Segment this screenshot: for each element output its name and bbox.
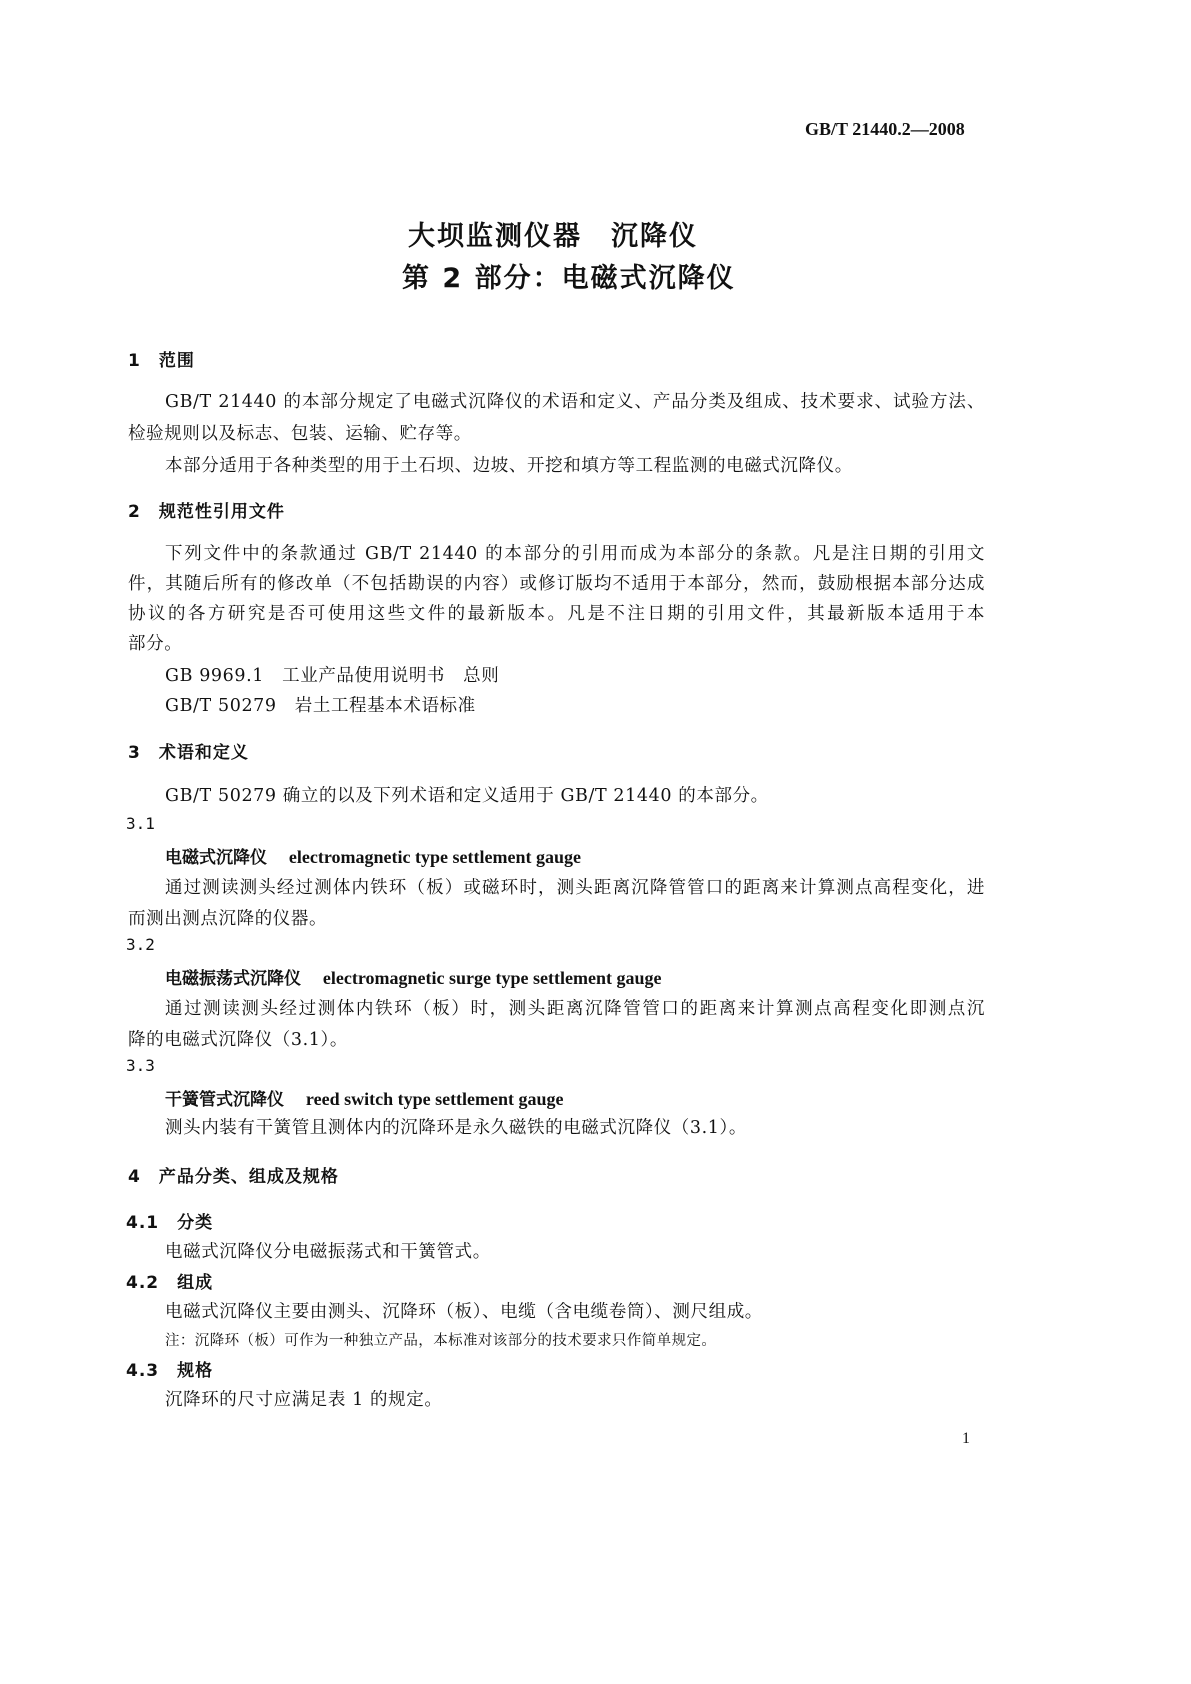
term-number: 3.3 <box>126 1056 155 1075</box>
section-3-intro: GB/T 50279 确立的以及下列术语和定义适用于 GB/T 21440 的本部分。 <box>165 786 769 806</box>
section-2-paragraph-line: 下列文件中的条款通过 GB/T 21440 的本部分的引用而成为本部分的条款。凡是注日期的引用文 <box>165 544 985 564</box>
standard-number: GB/T 21440.2—2008 <box>805 119 965 139</box>
section-2-paragraph-line: 件，其随后所有的修改单（不包括勘误的内容）或修订版均不适用于本部分，然而，鼓励根据本部分达成 <box>128 574 985 594</box>
term-number: 3.1 <box>126 814 155 833</box>
term-english: reed switch type settlement gauge <box>305 1089 564 1109</box>
subsection-4-1-heading: 4.1 分类 <box>126 1213 214 1233</box>
section-2-heading: 2 规范性引用文件 <box>128 502 285 522</box>
document-title-line-1: 大坝监测仪器 沉降仪 <box>408 221 698 252</box>
section-1-paragraph: 本部分适用于各种类型的用于土石坝、边坡、开挖和填方等工程监测的电磁式沉降仪。 <box>165 456 853 476</box>
term-title <box>165 964 661 989</box>
term-title <box>165 843 581 868</box>
term-chinese: 干簧管式沉降仪 <box>165 1090 284 1110</box>
subsection-4-2-text: 电磁式沉降仪主要由测头、沉降环（板）、电缆（含电缆卷筒）、测尺组成。 <box>165 1302 763 1322</box>
normative-reference: GB 9969.1 工业产品使用说明书 总则 <box>165 666 500 686</box>
section-2-paragraph-line: 协议的各方研究是否可使用这些文件的最新版本。凡是不注日期的引用文件，其最新版本适用于本 <box>128 604 985 624</box>
note: 注：沉降环（板）可作为一种独立产品，本标准对该部分的技术要求只作简单规定。 <box>165 1333 717 1349</box>
term-definition-line: 通过测读测头经过测体内铁环（板）或磁环时，测头距离沉降管管口的距离来计算测点高程变化，进 <box>165 878 985 898</box>
term-number: 3.2 <box>126 935 155 954</box>
normative-reference: GB/T 50279 岩土工程基本术语标准 <box>165 696 476 716</box>
term-chinese: 电磁式沉降仪 <box>165 848 267 868</box>
subsection-4-3-heading: 4.3 规格 <box>126 1361 214 1381</box>
subsection-4-1-text: 电磁式沉降仪分电磁振荡式和干簧管式。 <box>165 1242 491 1262</box>
term-definition-line: 降的电磁式沉降仪（3.1）。 <box>128 1030 348 1050</box>
document-title-line-2: 第 2 部分：电磁式沉降仪 <box>402 263 736 294</box>
term-english: electromagnetic type settlement gauge <box>288 847 581 867</box>
term-definition-line: 而测出测点沉降的仪器。 <box>128 909 328 929</box>
term-title <box>165 1085 564 1110</box>
subsection-4-2-heading: 4.2 组成 <box>126 1273 214 1293</box>
section-2-paragraph-line: 部分。 <box>128 634 183 654</box>
page-number: 1 <box>962 1430 970 1447</box>
term-english: electromagnetic surge type settlement gauge <box>322 968 662 988</box>
section-4-heading: 4 产品分类、组成及规格 <box>128 1167 339 1187</box>
section-1-heading: 1 范围 <box>128 351 195 371</box>
term-definition: 测头内装有干簧管且测体内的沉降环是永久磁铁的电磁式沉降仪（3.1）。 <box>165 1118 747 1138</box>
subsection-4-3-text: 沉降环的尺寸应满足表 1 的规定。 <box>165 1390 443 1410</box>
section-1-paragraph-line: GB/T 21440 的本部分规定了电磁式沉降仪的术语和定义、产品分类及组成、技术要求、试验方法、 <box>165 392 985 412</box>
term-definition-line: 通过测读测头经过测体内铁环（板）时，测头距离沉降管管口的距离来计算测点高程变化即测点沉 <box>165 999 985 1019</box>
term-chinese: 电磁振荡式沉降仪 <box>165 969 301 989</box>
section-3-heading: 3 术语和定义 <box>128 743 249 763</box>
section-1-paragraph-line: 检验规则以及标志、包装、运输、贮存等。 <box>128 424 472 444</box>
